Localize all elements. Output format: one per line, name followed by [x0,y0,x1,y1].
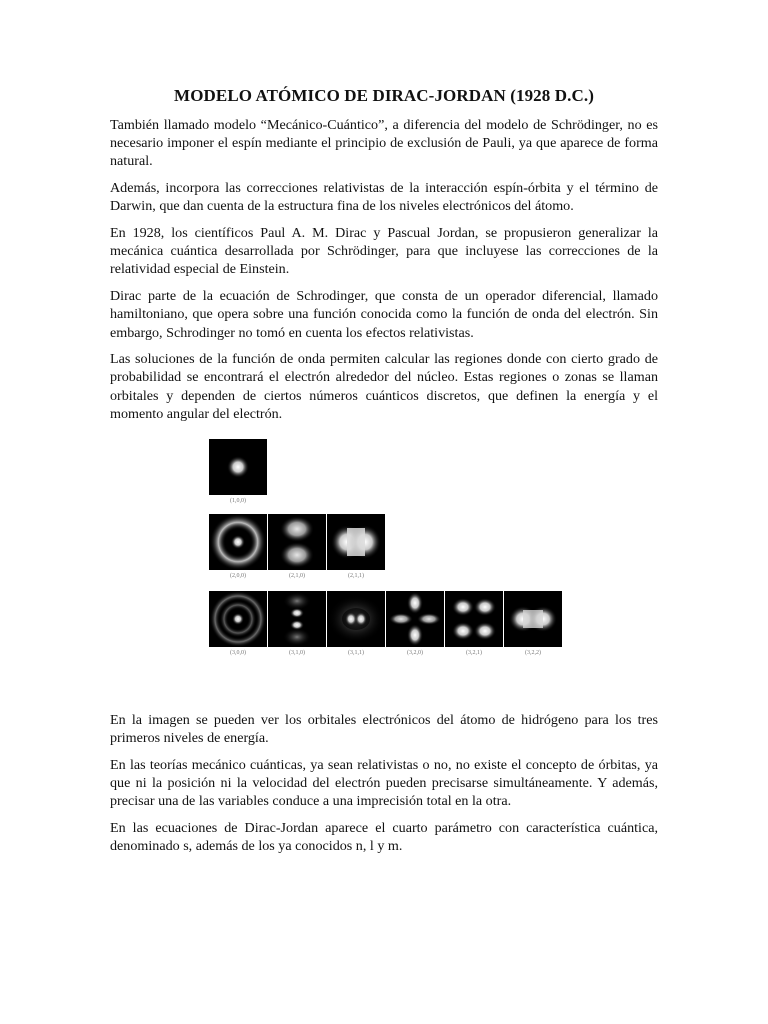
orbital-caption: (3,2,2) [525,650,541,657]
paragraph-orbitals: Las soluciones de la función de onda permiten calcular las regiones donde con cierto grado de probabilidad se encontrará el electrón alrededor del núcleo. Estas regiones o zonas se llaman orbitales y dependen de ciertos números cuánticos discretos, que definen la energía y el momento angular del electrón. [110,351,658,422]
paragraph-figure-caption: En la imagen se pueden ver los orbitales electrónicos del átomo de hidrógeno para los tres primeros niveles de energía. [110,712,658,747]
orbital-caption: (2,1,1) [348,573,364,580]
paragraph-corrections: Además, incorpora las correcciones relativistas de la interacción espín-órbita y el término de Darwin, que dan cuenta de la estructura fina de los niveles electrónicos del átomo. [110,180,658,215]
orbital-caption: (3,2,0) [407,650,423,657]
orbital-3p0-image [268,591,326,647]
orbitals-figure [110,439,658,691]
orbital-3d0-image [386,591,444,647]
orbital-caption: (3,1,1) [348,650,364,657]
paragraph-spin: En las ecuaciones de Dirac-Jordan aparece el cuarto parámetro con característica cuántica, denominado s, además de los ya conocidos n, l y m. [110,820,658,855]
orbital-caption: (3,1,0) [289,650,305,657]
paragraph-intro: También llamado modelo “Mecánico-Cuántico”, a diferencia del modelo de Schrödinger, no es necesario imponer el espín mediante el principio de exclusión de Pauli, ya que aparece de forma natural. [110,117,658,170]
orbital-caption: (1,0,0) [230,498,246,505]
orbital-1s-image [209,439,267,495]
paragraph-uncertainty: En las teorías mecánico cuánticas, ya sean relativistas o no, no existe el concepto de órbitas, ya que ni la posición ni la velocidad del electrón pueden precisarse simultáneamente. Y además, precisar una de las variables conduce a una imprecisión total en la otra. [110,756,658,810]
orbital-3d2-image [504,591,562,647]
orbital-caption: (2,0,0) [230,573,246,580]
paragraph-history: En 1928, los científicos Paul A. M. Dirac y Pascual Jordan, se propusieron generalizar la mecánica cuántica desarrollada por Schrödinger, para que incluyese las correcciones de la relatividad especial de Einstein. [110,225,658,278]
orbital-3s-image [209,591,267,647]
orbital-2p1-image [327,514,385,570]
orbital-3p1-image [327,591,385,647]
orbital-2s-image [209,514,267,570]
orbital-caption: (3,2,1) [466,650,482,657]
orbital-caption: (2,1,0) [289,573,305,580]
orbital-2p0-image [268,514,326,570]
paragraph-schrodinger: Dirac parte de la ecuación de Schrodinger, que consta de un operador diferencial, llamado hamiltoniano, que opera sobre una función conocida como la función de onda del electrón. Sin embargo, Schrodinger no tomó en cuenta los efectos relativistas. [110,288,658,341]
orbital-caption: (3,0,0) [230,650,246,657]
document-title: MODELO ATÓMICO DE DIRAC-JORDAN (1928 D.C.) [174,86,594,105]
document-body [110,86,658,864]
orbital-3d1-image [445,591,503,647]
